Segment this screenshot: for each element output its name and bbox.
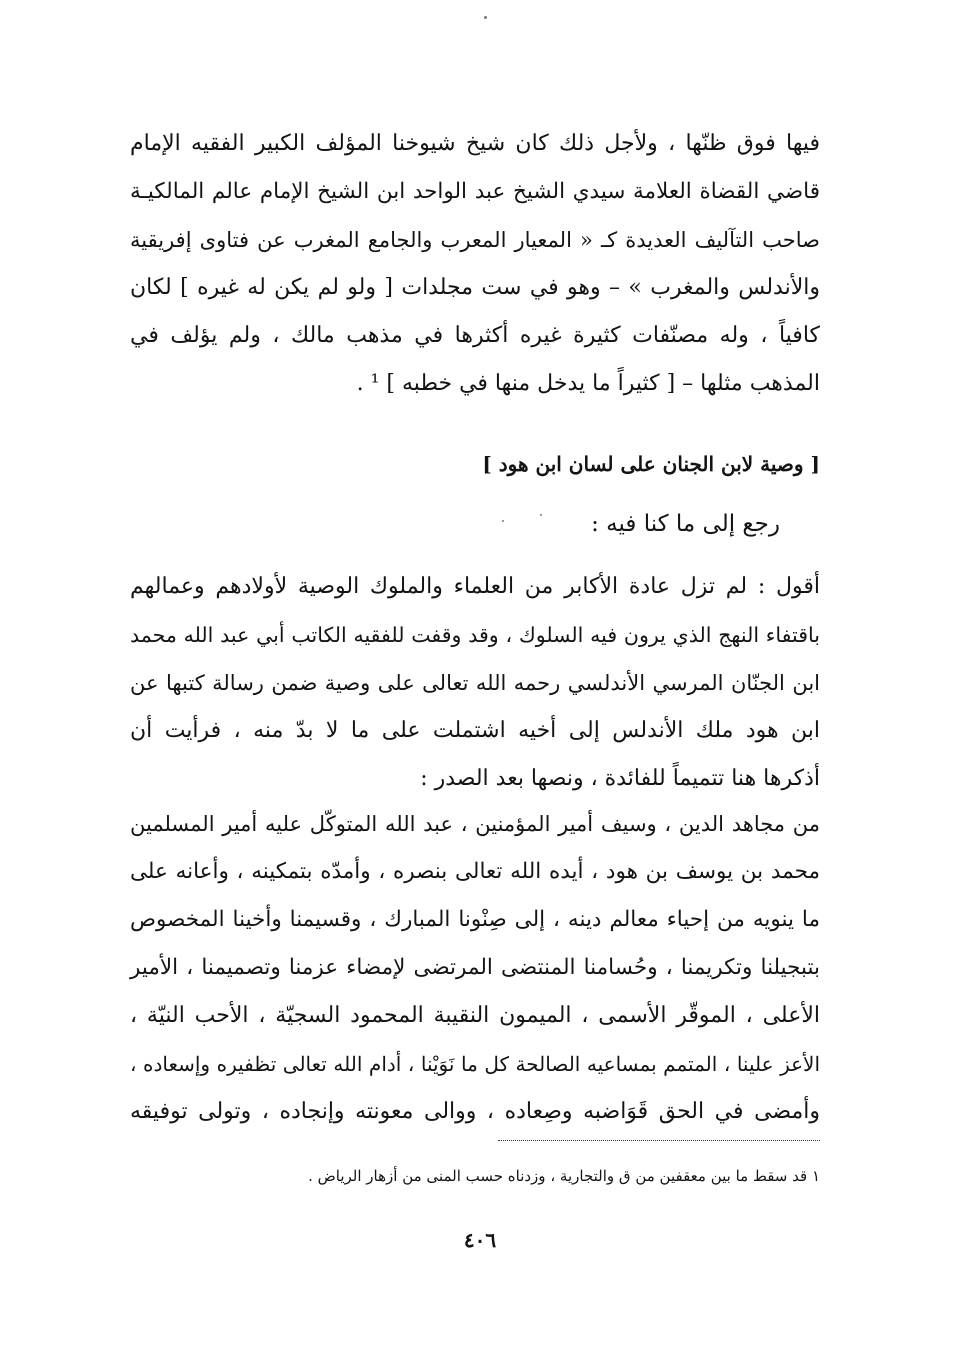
paragraph-line: ابن الجنّان المرسي الأندلسي رحمه الله تعالى على وصية ضمن رسالة كتبها عن (130, 671, 820, 695)
scan-speck (484, 16, 487, 19)
paragraph-line: الأعلى ، الموقّر الأسمى ، الميمون النقيبة المحمود السجيّة ، الأحب النيّة ، (130, 1003, 820, 1028)
paragraph-line: صاحب التآليف العديدة كـ « المعيار المعرب والجامع المغرب عن فتاوى إفريقية (130, 228, 820, 252)
paragraph-line: والأندلس والمغرب » – وهو في ست مجلدات [ ولو لم يكن له غيره ] لكان (130, 275, 820, 300)
paragraph-line: الأعز علينا ، المتمم بمساعيه الصالحة كل ما نَوَيْنا ، أدام الله تعالى تظفيره وإسعاده ، (130, 1052, 820, 1076)
paragraph-line: باقتفاء النهج الذي يرون فيه السلوك ، وقد وقفت للفقيه الكاتب أبي عبد الله محمد (130, 623, 820, 647)
scan-speck (540, 514, 542, 516)
footnote-divider (498, 1140, 820, 1141)
paragraph-will-intro (130, 563, 820, 803)
paragraph-intro (130, 120, 820, 408)
paragraph-line: محمد بن يوسف بن هود ، أيده الله تعالى بنصره ، وأمدّه بتمكينه ، وأعانه على (130, 859, 820, 884)
paragraph-line: ابن هود ملك الأندلس إلى أخيه اشتملت على ما لا بدّ منه ، فرأيت أن (130, 718, 820, 743)
paragraph-line: وأمضى في الحق قَوَاضبه وصِعاده ، ووالى معونته وإنجاده ، وتولى توفيقه (130, 1099, 820, 1124)
paragraph-line: ما ينويه من إحياء معالم دينه ، إلى صِنْونا المبارك ، وقسيمنا وأخينا المخصوص (130, 907, 820, 932)
paragraph-line: المذهب مثلها – [ كثيراً ما يدخل منها في خطبه ] ¹ . (356, 371, 820, 396)
scan-speck (502, 520, 504, 522)
paragraph-line: كافياً ، وله مصنّفات كثيرة غيره أكثرها في مذهب مالك ، ولم يؤلف في (130, 323, 820, 348)
paragraph-line: أذكرها هنا تتميماً للفائدة ، ونصها بعد الصدر : (420, 766, 820, 791)
paragraph-line: بتبجيلنا وتكريمنا ، وحُسامنا المنتضى المرتضى لإمضاء عزمنا وتصميمنا ، الأمير (130, 955, 820, 980)
paragraph-line: من مجاهد الدين ، وسيف أمير المؤمنين ، عبد الله المتوكّل عليه أمير المسلمين (130, 812, 820, 836)
return-line: رجع إلى ما كنا فيه : (591, 511, 780, 537)
paragraph-line: قاضي القضاة العلامة سيدي الشيخ عبد الواحد ابن الشيخ الإمام عالم المالكيـة (130, 179, 820, 204)
section-heading: [ وصية لابن الجنان على لسان ابن هود ] (482, 452, 820, 476)
paragraph-will-text (130, 800, 820, 1136)
paragraph-line: أقول : لم تزل عادة الأكابر من العلماء والملوك الوصية لأولادهم وعمالهم (130, 574, 820, 599)
paragraph-line: فيها فوق ظنّها ، ولأجل ذلك كان شيخ شيوخنا المؤلف الكبير الفقيه الإمام (130, 131, 820, 156)
footnote: ١ قد سقط ما بين معقفين من ق والتجارية ، وزدناه حسب المنى من أزهار الرياض . (308, 1167, 820, 1185)
page-number: ٤٠٦ (463, 1228, 497, 1252)
